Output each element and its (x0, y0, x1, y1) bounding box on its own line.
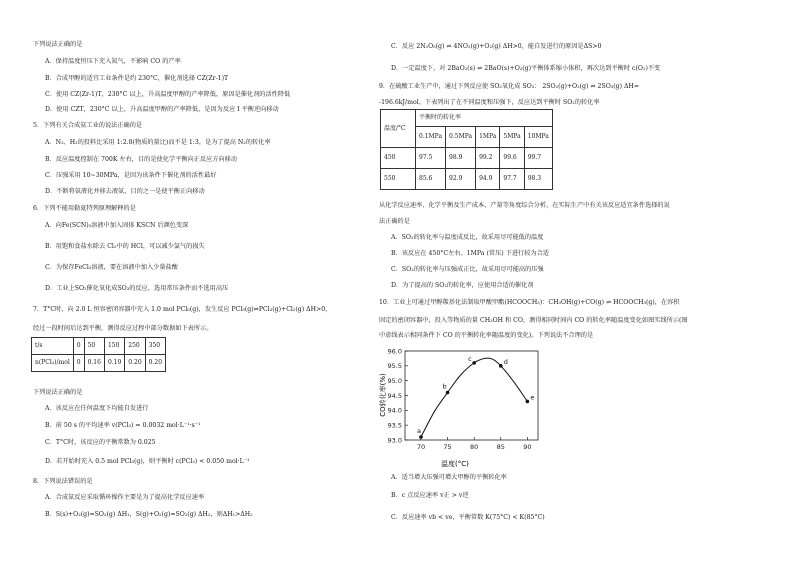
q9-stem-2: -196.6kJ/mol。下表列出了在不同温度和压强下，反应达到平衡时 SO₂的转化率 (379, 99, 600, 106)
x-tick-label: 80 (470, 443, 479, 451)
table-row (381, 169, 553, 190)
table-cell: 温度/°C (381, 110, 416, 148)
table-cell: 99.6 (500, 148, 524, 169)
q9-intro: 从化学反应速率、化学平衡及生产成本、产量等角度综合分析，在实际生产中有关该反应适宜条件选择的说 (379, 202, 670, 209)
table-cell: 0.16 (84, 355, 104, 372)
data-point-label: e (530, 393, 535, 402)
q9-intro-2: 法正确的是 (379, 218, 410, 225)
table-cell: 0.1MPa (416, 127, 446, 148)
table-cell: 85.6 (416, 169, 446, 190)
q9-stem: 9．在硫酸工业生产中，通过下列反应使 SO₂氧化成 SO₃： 2SO₂(g)+O₂(g) ⇌ 2SO₃(g) ΔH= (379, 83, 640, 90)
q9-option-d: D．为了提高的 SO₂的转化率，应使用合适的催化剂 (391, 282, 534, 289)
q10-option-a: A．适当增大压强可增大甲醇的平衡转化率 (391, 474, 507, 481)
q8-option-a: A．合成氨反应采取循环操作主要是为了提高化学反应速率 (45, 494, 205, 501)
table-cell: 150 (104, 338, 124, 355)
q4-option-d: D．使用 CZT，230°C 以上，升高温度甲醇的产率降低，是因为反应 I 平衡逆向移动 (45, 106, 279, 113)
table-row (381, 148, 553, 169)
data-point-label: b (442, 382, 447, 391)
q8-option-d: D．一定温度下，对 2BaO₂(s) ⇌ 2BaO(s)+O₂(g)平衡体系缩小体积，再次达到平衡时 c(O₂)不变 (391, 65, 661, 72)
q6-option-c: C．为保存FeCl₃溶液，要在溶液中加入少量盐酸 (45, 264, 178, 271)
x-tick-label: 90 (523, 443, 532, 451)
data-point-d (499, 364, 503, 368)
table-cell: 0.20 (145, 355, 165, 372)
q10-stem-2: 固定的密闭容器中，投入等物质的量 CH₃OH 和 CO，测得相同时间内 CO 的转化率随温度变化如图实线所示(图 (379, 317, 688, 324)
table-cell: 99.2 (476, 148, 500, 169)
table-cell: 98.9 (446, 148, 476, 169)
q7-data-table (31, 337, 166, 372)
y-tick-label: 95.0 (387, 376, 402, 385)
data-point-label: c (468, 354, 472, 363)
q9-data-table (380, 109, 553, 190)
x-axis-label: 温度(°C) (441, 460, 469, 468)
table-cell: 平衡时的转化率 (416, 110, 553, 127)
q4-intro: 下列说法正确的是 (33, 41, 83, 48)
q7-stem: 7．T°C时，向 2.0 L 恒容密闭容器中充入 1.0 mol PCl₅(g)，发生反应 PCl₅(g)⇌PCl₃(g)+Cl₂(g) ΔH>0， (33, 306, 332, 313)
y-tick-label: 96.0 (387, 347, 402, 356)
table-cell: 99.7 (524, 148, 552, 169)
table-cell: 94.9 (476, 169, 500, 190)
table-cell: 92.9 (446, 169, 476, 190)
data-point-c (472, 361, 476, 365)
data-point-a (419, 435, 423, 439)
q4-option-a: A．保持温度恒压下充入氮气，不影响 CO 的产率 (45, 58, 181, 65)
table-cell: 550 (381, 169, 416, 190)
q8-option-c: C．反应 2N₂O₅(g) ⇌ 4NO₂(g)+O₂(g) ΔH>0，能自发进行的原因是ΔS>0 (391, 43, 602, 50)
q7-option-d: D．若开始时充入 0.5 mol PCl₅(g)，则平衡时 c(PCl₃) < 0.050 mol·L⁻¹ (45, 458, 250, 465)
q7-option-c: C．T°C时，该反应的平衡常数为 0.025 (45, 439, 156, 446)
x-tick-label: 85 (496, 443, 505, 451)
y-tick-label: 94.5 (387, 391, 402, 400)
q6-option-b: B．用饱和食盐水除去 Cl₂中的 HCl，可以减少氯气的损失 (45, 243, 205, 250)
table-row (32, 338, 166, 355)
table-row (381, 110, 553, 127)
y-tick-label: 93.5 (387, 421, 402, 430)
data-point-e (526, 400, 530, 404)
q5-stem: 5．下列有关合成氨工业的说法正确的是 (33, 122, 143, 129)
x-tick-label: 75 (443, 443, 452, 451)
table-cell: 0.5MPa (446, 127, 476, 148)
q5-option-d: D．不断将氨液化并移去液氨，目的之一是使平衡正向移动 (45, 188, 205, 195)
x-tick-label: 70 (416, 443, 426, 451)
q5-option-a: A．N₂、H₂的投料比采用 1:2.8(物质的量比)而不是 1:3，是为了提高 N₂的转化率 (45, 139, 271, 146)
q7-stem-2: 经过一段时间后达到平衡，测得反应过程中部分数据如下表所示。 (33, 325, 213, 332)
q7-intro: 下列说法正确的是 (33, 389, 83, 396)
table-cell: n(PCl₃)/mol (32, 355, 74, 372)
q6-option-d: D．工业上SO₂催化氧化成SO₃的反应，选用常压条件而不选用高压 (45, 285, 229, 292)
q9-option-b: B．该反应在 450°C左右、1MPa (常压) 下进行较为合适 (391, 250, 549, 257)
q10-option-c: C．反应速率 vb < ve，平衡常数 K(75°C) < K(85°C) (391, 514, 545, 521)
table-row (32, 355, 166, 372)
table-cell: 98.3 (524, 169, 552, 190)
data-point-label: a (416, 427, 421, 436)
q10-stem-3: 中虚线表示相同条件下 CO 的平衡转化率随温度的变化)。下列说法不合理的是 (379, 332, 594, 339)
y-tick-label: 95.5 (387, 362, 402, 371)
y-tick-label: 93.0 (387, 436, 402, 445)
conversion-curve (421, 358, 527, 437)
table-cell: 50 (84, 338, 104, 355)
table-cell: 0 (73, 355, 84, 372)
q5-option-b: B．反应温度控制在 700K 左右，目的是使化学平衡向正反应方向移动 (45, 156, 237, 163)
table-cell: 1MPa (476, 127, 500, 148)
q6-stem: 6．下列不能用勒夏特列原理解释的是 (33, 205, 136, 212)
table-cell: t/s (32, 338, 74, 355)
data-point-b (446, 391, 450, 395)
q5-option-c: C．压强采用 10~30MPa，是因为该条件下催化剂的活性最好 (45, 172, 217, 179)
q9-option-c: C．SO₂的转化率与压强成正比，故采用尽可能高的压强 (391, 266, 544, 273)
q4-option-c: C．使用 CZ(Zr-1)T，230°C 以上，升高温度甲醇的产率降低，原因是催化剂的活性降低 (45, 91, 291, 98)
table-cell: 250 (125, 338, 145, 355)
y-tick-label: 94.0 (387, 406, 402, 415)
table-cell: 5MPa (500, 127, 524, 148)
table-cell: 350 (145, 338, 165, 355)
q7-option-a: A．该反应在任何温度下均能自发进行 (45, 405, 149, 412)
q10-stem: 10．工业上可通过甲醇羰基化法制取甲酸甲酯(HCOOCH₃)：CH₃OH(g)+CO(g) ⇌ HCOOCH₃(g)，在容积 (379, 299, 680, 306)
y-axis-label: CO转化率(%) (379, 373, 387, 417)
table-cell: 0.19 (104, 355, 124, 372)
table-cell: 450 (381, 148, 416, 169)
q7-option-b: B．前 50 s 的平均速率 v(PCl₃) = 0.0032 mol·L⁻¹·s⁻¹ (45, 422, 201, 429)
table-cell: 97.5 (416, 148, 446, 169)
q9-option-a: A．SO₂的转化率与温度成反比，故采用尽可能低的温度 (391, 234, 544, 241)
q8-stem: 8．下列说法错误的是 (33, 478, 93, 485)
data-point-label: d (503, 357, 508, 366)
table-cell: 0.20 (125, 355, 145, 372)
table-cell: 0 (73, 338, 84, 355)
q4-option-b: B．合成甲醇的适宜工业条件是约 230°C，催化剂选择 CZ(Zr-1)T (45, 75, 229, 82)
table-cell: 10MPa (524, 127, 552, 148)
co-conversion-chart (372, 342, 572, 472)
q6-option-a: A．向Fe(SCN)₃溶液中加入固体 KSCN 后颜色变深 (45, 222, 189, 229)
q10-option-b: B．c 点反应速率 v正 > v逆 (391, 492, 469, 499)
table-cell: 97.7 (500, 169, 524, 190)
q8-option-b: B．S(s)+O₂(g)=SO₂(g) ΔH₁，S(g)+O₂(g)=SO₂(g) ΔH₂，则ΔH₁>ΔH₂ (45, 511, 253, 518)
